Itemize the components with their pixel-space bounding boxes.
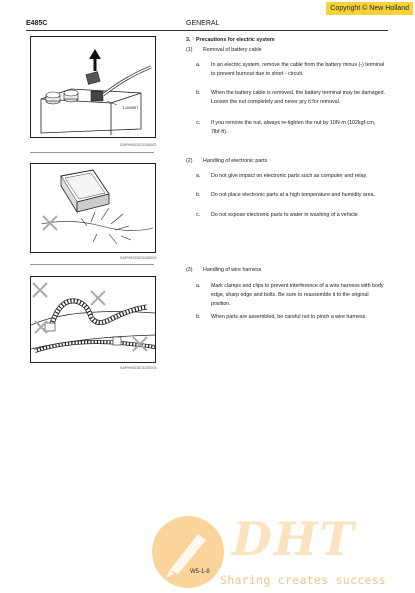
subsection-number: (3)	[186, 267, 193, 273]
battery-illustration	[31, 37, 155, 137]
figure-caption-2: SAPH09ZDE0100003	[120, 256, 157, 260]
section-title: GENERAL	[186, 20, 220, 27]
section-heading: Precautions for electric system	[196, 37, 275, 43]
figure-electronic-parts	[30, 163, 156, 253]
list-marker: b.	[196, 314, 201, 320]
list-item-text: Mark clamps and clips to prevent interference of a wire harness with body edge, sharp edge and bolts. Be sure to reassemble it to the original position.	[211, 283, 384, 307]
list-item-text: If you remove the nut, always re-tighten the nut by 10N·m (102kgf·cm, 7lbf·ft).	[211, 120, 376, 135]
subsection-title: Removal of battery cable	[203, 47, 262, 53]
list-item-text: Do not expose electronic parts to water in washing of a vehicle.	[211, 212, 360, 218]
list-marker: c.	[196, 212, 201, 218]
list-item	[196, 119, 386, 137]
list-item	[196, 89, 386, 107]
list-item	[196, 191, 386, 200]
subsection-number: (1)	[186, 47, 193, 53]
figure-wire-harness	[30, 276, 156, 363]
list-marker: a.	[196, 283, 201, 289]
list-marker: a.	[196, 173, 201, 179]
list-item-text: Do not give impact on electronic parts such as computer and relay.	[211, 173, 368, 179]
list-marker: b.	[196, 192, 201, 198]
electronic-part-illustration	[31, 164, 155, 252]
list-item-text: Do not place electronic parts at a high temperature and humidity area.	[211, 192, 376, 198]
model-code: E485C	[26, 20, 48, 27]
watermark-slogan: Sharing creates success	[220, 573, 387, 587]
subsection-title: Handling of wire harness	[203, 267, 262, 273]
list-item-text: When the battery cable is removed, the battery terminal may be damaged. Loosen the nut completely and never pry it for removal.	[211, 90, 386, 105]
figure-caption-3: SAPH09ZDE0100004	[120, 366, 157, 370]
list-marker: a.	[196, 62, 201, 68]
figure-battery-cable	[30, 36, 156, 138]
list-item	[196, 61, 386, 79]
figure-separator	[30, 264, 154, 265]
list-item	[196, 313, 386, 322]
figure-caption-1: SAPH09ZDE0100002	[120, 143, 157, 147]
section-number: 3.	[186, 37, 191, 43]
watermark-pen-icon	[148, 512, 228, 592]
list-marker: c.	[196, 120, 201, 126]
list-item-text: When parts are assembled, be careful not to pinch a wire harness.	[211, 314, 367, 320]
watermark-logo: DHT	[232, 512, 356, 566]
subsection-title: Handling of electronic parts	[203, 158, 268, 164]
list-item	[196, 282, 386, 309]
subsection-number: (2)	[186, 158, 193, 164]
wire-harness-illustration	[31, 277, 155, 362]
header-divider	[26, 30, 388, 31]
list-item	[196, 211, 386, 220]
list-item	[196, 172, 386, 181]
list-marker: b.	[196, 90, 201, 96]
list-item-text: In an electric system, remove the cable from the battery minus (-) terminal to prevent burnout due to short - circuit.	[211, 62, 385, 77]
page-number: W5-1-8	[190, 569, 210, 575]
figure-label-loosen: Loosen	[123, 105, 138, 110]
copyright-notice: Copyright © New Holland	[326, 2, 413, 15]
figure-separator	[30, 152, 154, 153]
